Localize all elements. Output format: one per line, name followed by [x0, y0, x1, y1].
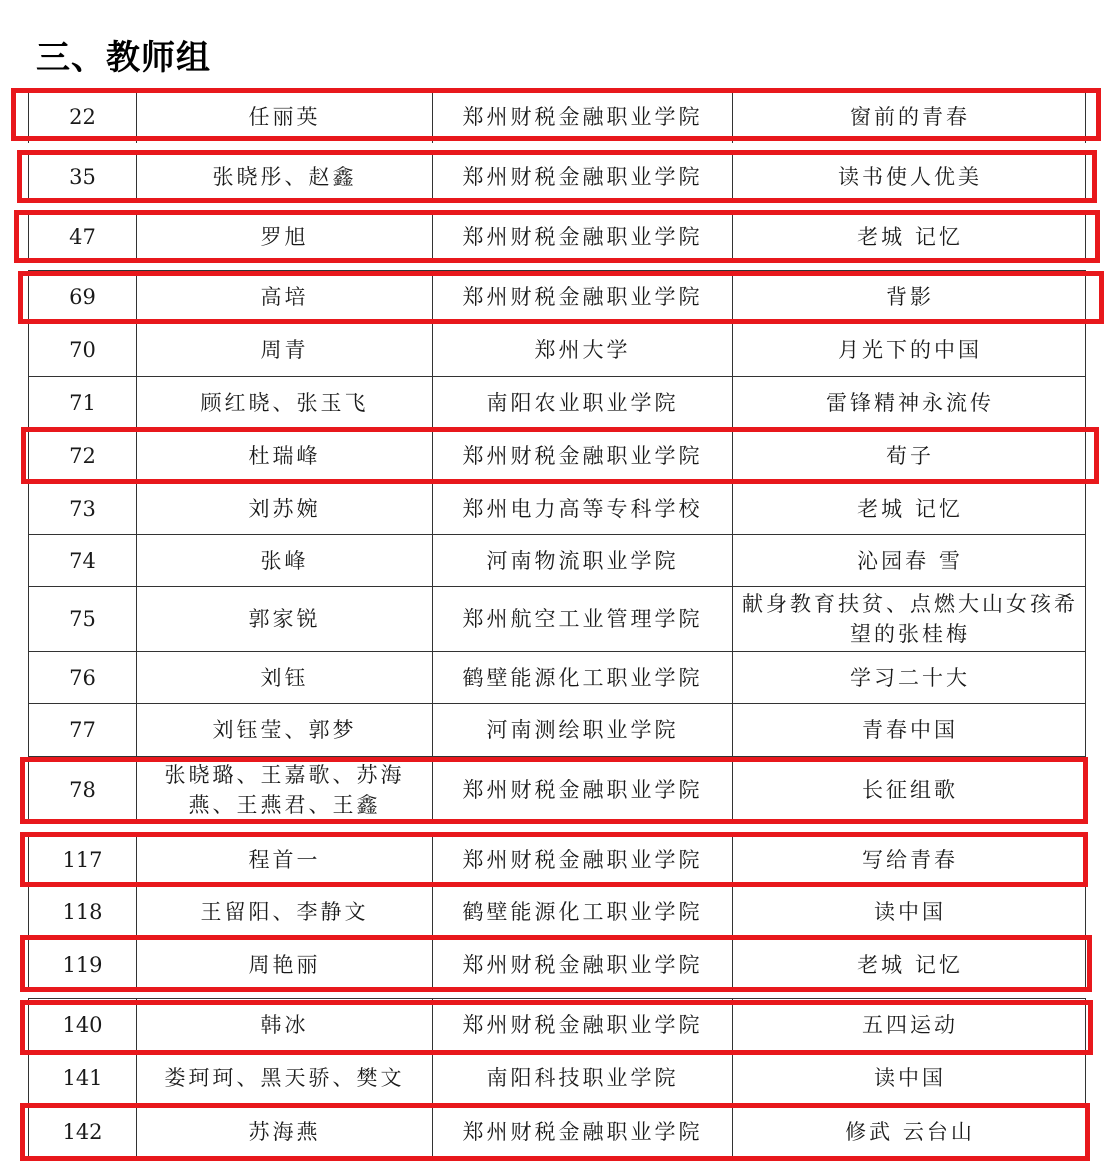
- cell-author: 周艳丽: [137, 938, 433, 991]
- cell-work: 长征组歌: [862, 777, 958, 802]
- cell-no: 77: [29, 704, 137, 756]
- cell-author: 罗旭: [137, 211, 433, 263]
- cell-author: 高培: [137, 271, 433, 323]
- cell-school: 郑州电力高等专科学校: [433, 483, 733, 534]
- cell-author: 王留阳、李静文: [137, 887, 433, 937]
- section-title: 三、教师组: [36, 38, 211, 78]
- cell-work: 荀子: [886, 444, 934, 468]
- cell-no: 47: [29, 211, 137, 263]
- cell-no: 70: [29, 324, 137, 376]
- cell-author: 张峰: [137, 535, 433, 586]
- cell-work: 读书使人优美: [838, 165, 982, 189]
- cell-work: 五四运动: [862, 1013, 958, 1037]
- cell-author: 程首一: [137, 833, 433, 886]
- cell-author: 周青: [137, 324, 433, 376]
- cell-no: 73: [29, 483, 137, 534]
- cell-work: 写给青春: [862, 847, 958, 872]
- table-row: [28, 323, 1086, 376]
- cell-school: 南阳科技职业学院: [433, 1052, 733, 1103]
- table-row: [28, 150, 1086, 203]
- table-row: [28, 1103, 1086, 1161]
- cell-school: 郑州航空工业管理学院: [433, 587, 733, 651]
- cell-author: 娄珂珂、黑天骄、樊文: [137, 1052, 433, 1103]
- cell-no: 35: [29, 151, 137, 203]
- cell-no: 74: [29, 535, 137, 586]
- cell-school: 河南测绘职业学院: [433, 704, 733, 756]
- cell-work: 读中国: [874, 900, 946, 924]
- cell-author: 苏海燕: [137, 1104, 433, 1160]
- cell-school: 郑州财税金融职业学院: [433, 1104, 733, 1160]
- cell-author: 杜瑞峰: [137, 430, 433, 482]
- cell-no: 142: [29, 1104, 137, 1160]
- cell-work: 修武 云台山: [845, 1120, 975, 1144]
- cell-no: 22: [29, 91, 137, 143]
- table-row: [28, 270, 1086, 323]
- table-row: [28, 429, 1086, 482]
- cell-author: 顾红晓、张玉飞: [137, 377, 433, 429]
- cell-school: 郑州财税金融职业学院: [433, 211, 733, 263]
- table-row: [28, 937, 1086, 991]
- cell-no: 117: [29, 833, 137, 886]
- cell-work: 献身教育扶贫、点燃大山女孩希望的张桂梅: [742, 592, 1078, 646]
- cell-school: 郑州财税金融职业学院: [433, 430, 733, 482]
- cell-author: 任丽英: [137, 91, 433, 143]
- cell-work: 学习二十大: [850, 665, 970, 690]
- cell-author: 郭家锐: [137, 587, 433, 651]
- cell-no: 118: [29, 887, 137, 937]
- table-row: [28, 1051, 1086, 1103]
- cell-no: 75: [29, 587, 137, 651]
- cell-work: 老城 记忆: [857, 952, 963, 977]
- cell-school: 郑州财税金融职业学院: [433, 999, 733, 1051]
- cell-author: 刘钰莹、郭梦: [137, 704, 433, 756]
- cell-school: 郑州大学: [433, 324, 733, 376]
- cell-no: 119: [29, 938, 137, 991]
- cell-author: 张晓彤、赵鑫: [137, 151, 433, 203]
- cell-school: 郑州财税金融职业学院: [433, 151, 733, 203]
- cell-author: 韩冰: [137, 999, 433, 1051]
- cell-work: 读中国: [874, 1065, 946, 1090]
- cell-no: 78: [29, 757, 137, 822]
- cell-work: 雷锋精神永流传: [826, 391, 994, 415]
- cell-work: 青春中国: [862, 718, 958, 742]
- cell-work: 窗前的青春: [850, 105, 970, 129]
- cell-work: 老城 记忆: [857, 496, 963, 521]
- cell-no: 71: [29, 377, 137, 429]
- cell-no: 69: [29, 271, 137, 323]
- cell-no: 72: [29, 430, 137, 482]
- cell-author: 刘钰: [137, 652, 433, 703]
- cell-work: 沁园春 雪: [857, 548, 963, 573]
- table-row: [28, 482, 1086, 534]
- table-row: [28, 651, 1086, 703]
- cell-school: 河南物流职业学院: [433, 535, 733, 586]
- table-row: [28, 534, 1086, 586]
- cell-school: 郑州财税金融职业学院: [433, 271, 733, 323]
- table-row: [28, 756, 1086, 822]
- cell-work: 月光下的中国: [838, 338, 982, 362]
- cell-no: 76: [29, 652, 137, 703]
- cell-school: 鹤壁能源化工职业学院: [433, 652, 733, 703]
- cell-school: 鹤壁能源化工职业学院: [433, 887, 733, 937]
- table-row: [28, 703, 1086, 756]
- cell-school: 郑州财税金融职业学院: [433, 91, 733, 143]
- cell-school: 郑州财税金融职业学院: [433, 833, 733, 886]
- table-row: [28, 998, 1086, 1051]
- cell-school: 郑州财税金融职业学院: [433, 938, 733, 991]
- table-row: [28, 376, 1086, 429]
- cell-no: 140: [29, 999, 137, 1051]
- cell-work: 背影: [886, 285, 934, 309]
- cell-work: 老城 记忆: [857, 225, 963, 249]
- table-row: [28, 210, 1086, 263]
- table-row: [28, 886, 1086, 937]
- cell-author: 张晓璐、王嘉歌、苏海燕、王燕君、王鑫: [137, 757, 433, 822]
- cell-school: 南阳农业职业学院: [433, 377, 733, 429]
- cell-no: 141: [29, 1052, 137, 1103]
- cell-author: 刘苏婉: [137, 483, 433, 534]
- table-row: [28, 832, 1086, 886]
- cell-school: 郑州财税金融职业学院: [433, 757, 733, 822]
- table-row: [28, 90, 1086, 143]
- table-row: [28, 586, 1086, 651]
